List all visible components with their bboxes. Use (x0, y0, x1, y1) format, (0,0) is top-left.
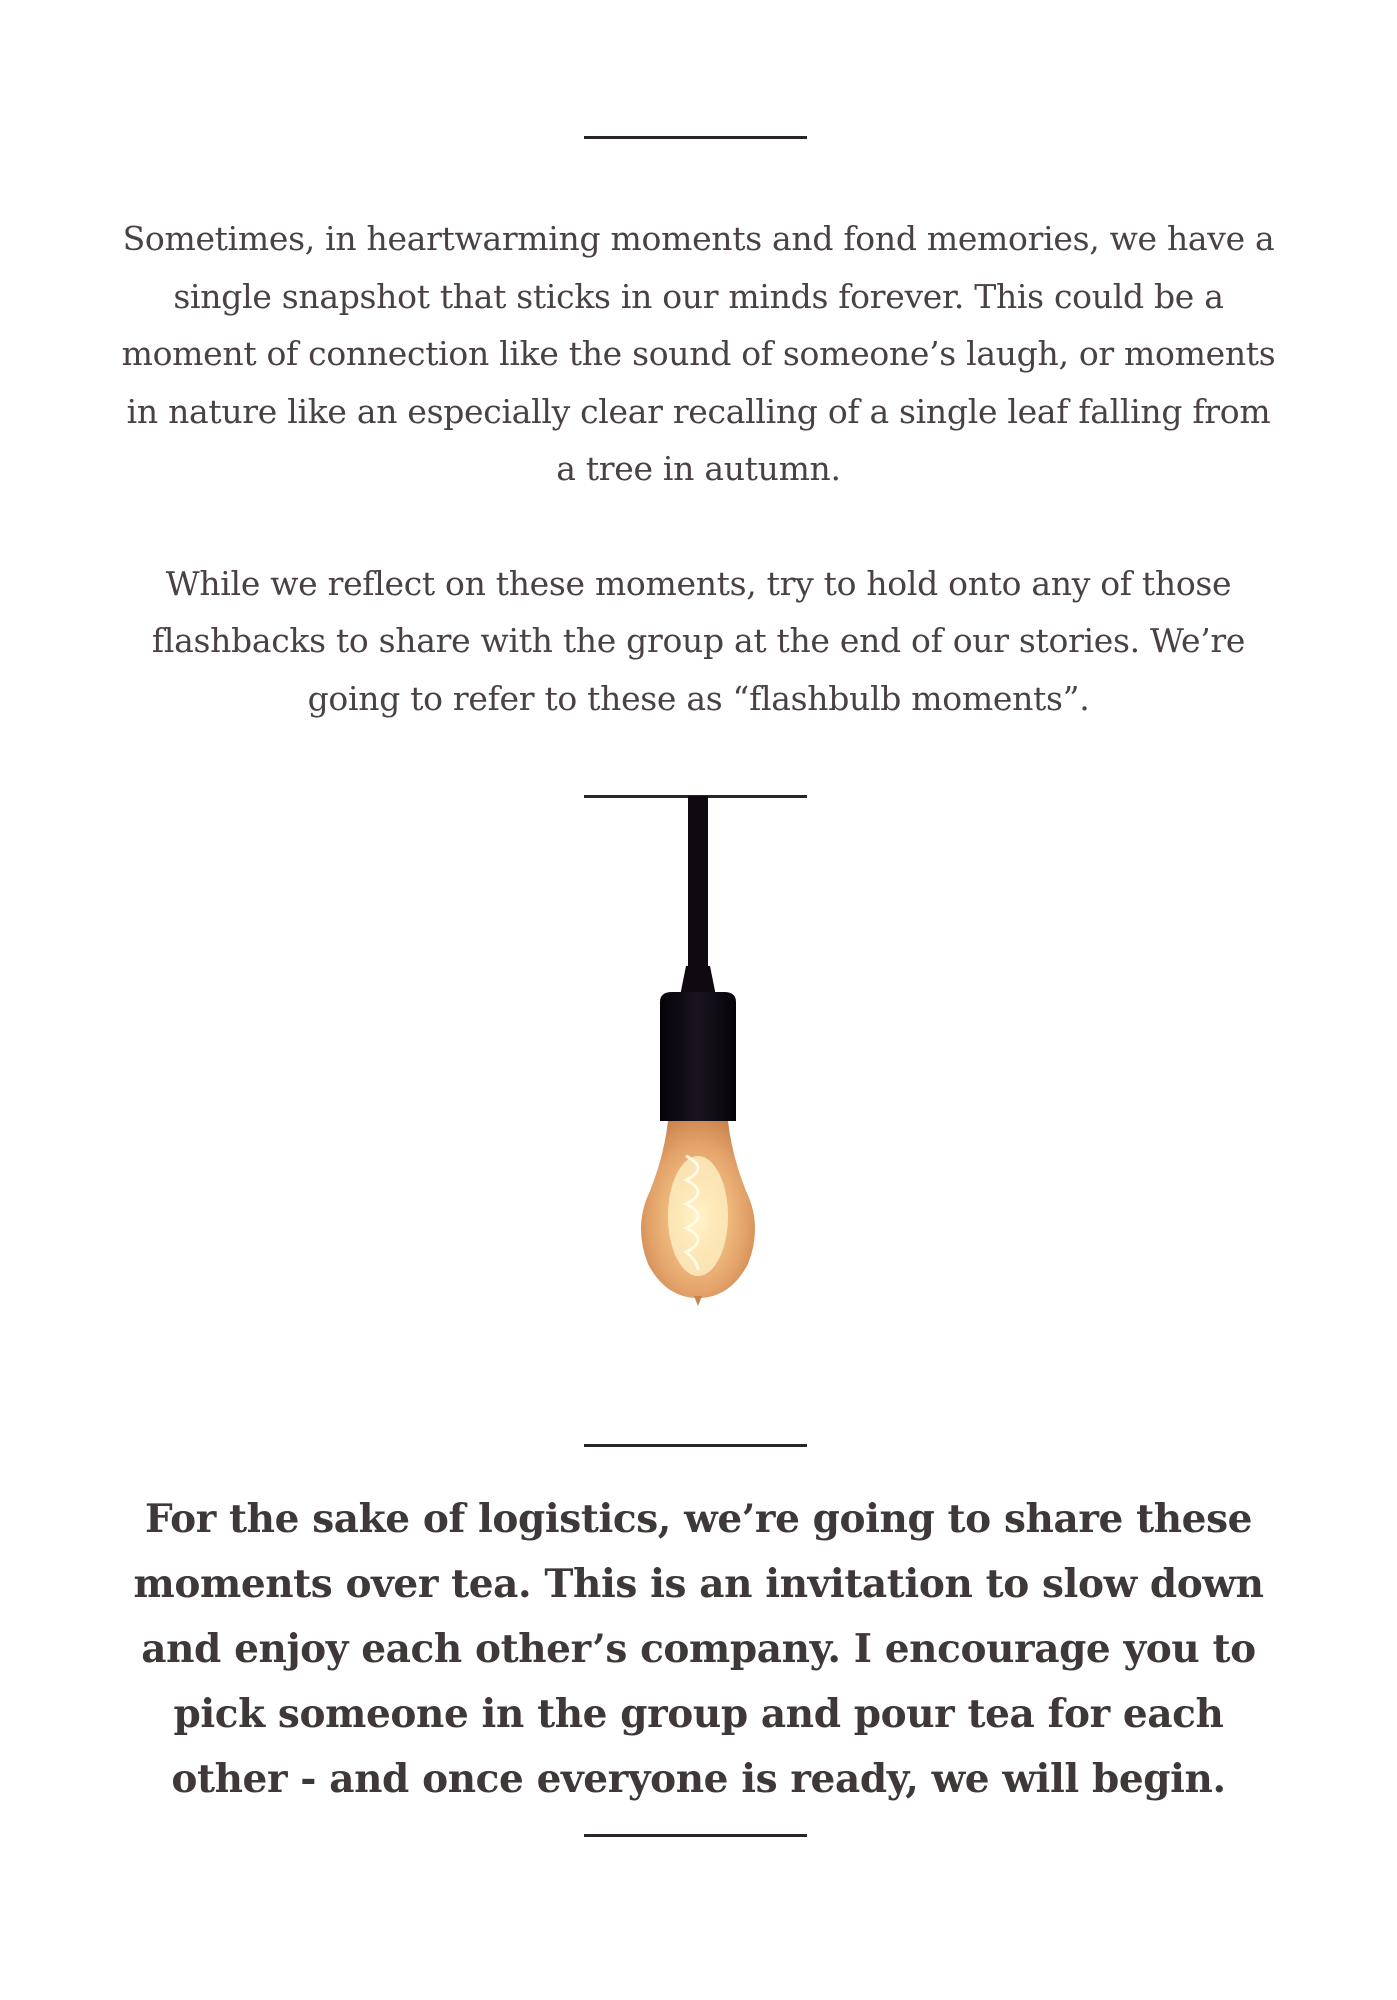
bulb-socket (660, 992, 736, 1121)
top-divider (584, 136, 807, 139)
closing-paragraph: For the sake of logistics, we’re going to share these moments over tea. This is an invitation to slow down and enjoy each other’s company. I encourage you to pick someone in the group and pour tea for each other - and once everyone is ready, we will begin. (133, 1496, 1264, 1802)
bulb-cord (688, 796, 708, 968)
intro-text (120, 210, 1277, 727)
intro-paragraph-1: Sometimes, in heartwarming moments and fond memories, we have a single snapshot that sticks in our minds forever. This could be a moment of connection like the sound of someone’s laugh, or moments in nature like an especially clear recalling of a single leaf falling from a tree in autumn. (121, 219, 1276, 488)
bottom-divider (584, 1834, 807, 1837)
lower-divider (584, 1444, 807, 1447)
intro-paragraph-2: While we reflect on these moments, try to hold onto any of those flashbacks to share with the group at the end of our stories. We’re going to refer to these as “flashbulb moments”. (151, 563, 1246, 718)
closing-text (120, 1487, 1277, 1812)
bulb-tip (694, 1296, 702, 1306)
bulb-socket-neck (680, 966, 716, 996)
light-bulb-icon (598, 796, 798, 1306)
